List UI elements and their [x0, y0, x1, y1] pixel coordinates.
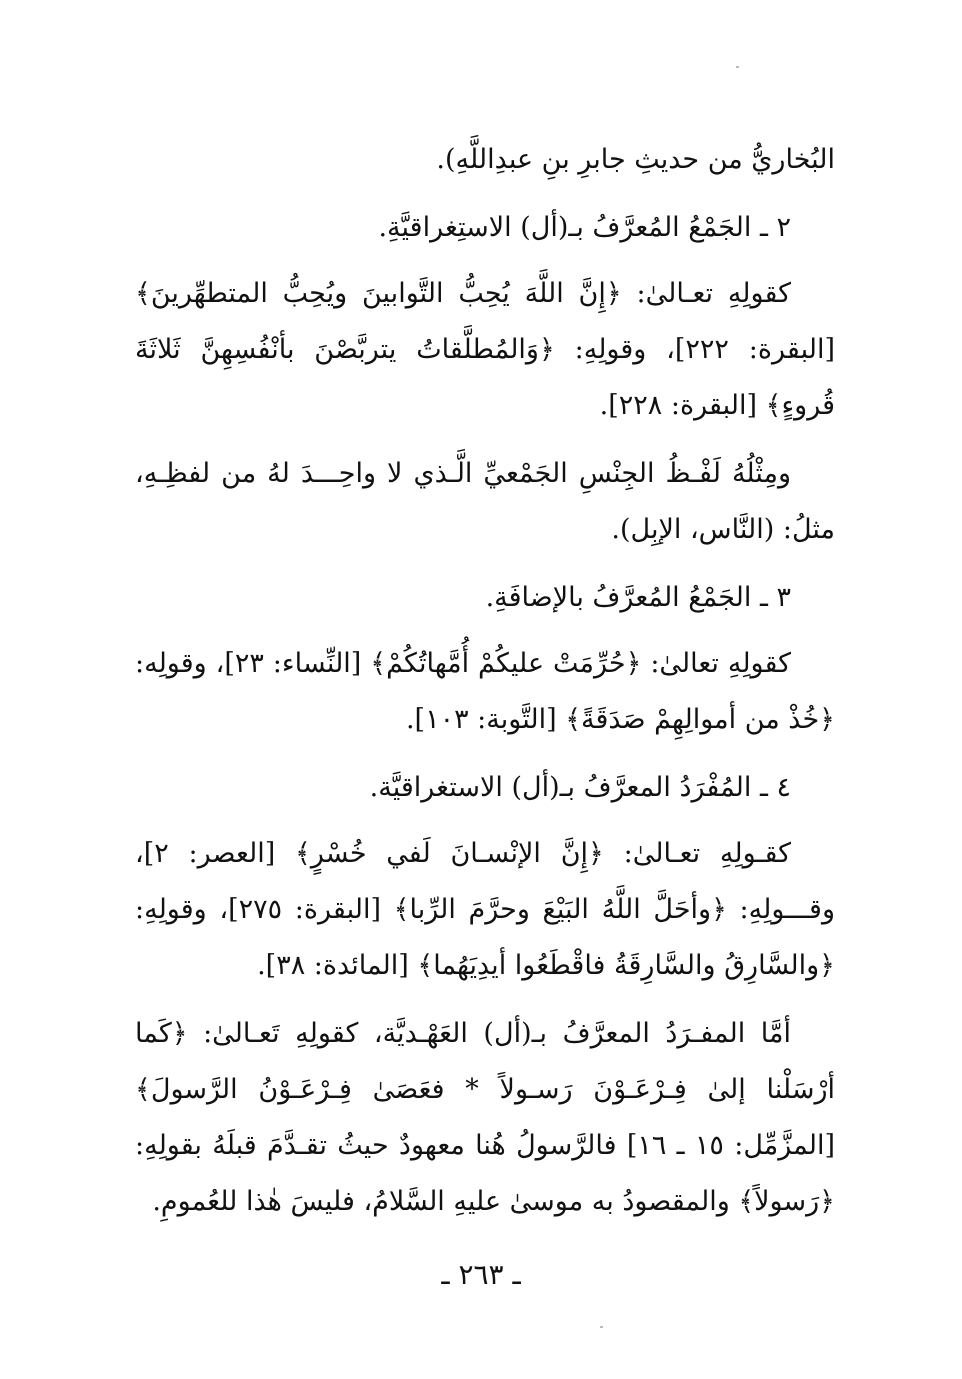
page-number: ـ ٢٦٣ ـ: [441, 1258, 521, 1291]
heading-item-2: ٢ ـ الجَمْعُ المُعرَّفُ بـ(أل) الاستِغراقيَّةِ.: [378, 212, 791, 243]
paragraph-collective-noun: ومِثْلُهُ لَفْـظُ الجِنْسِ الجَمْعيِّ الَّـذي لا واحِـــدَ لهُ من لفظِـهِ، مثلُ: (النَّاس، الإبِل).: [135, 458, 835, 545]
scan-speck: [600, 1326, 603, 1328]
scan-speck: [736, 66, 739, 68]
paragraph-hadith-source: البُخاريُّ من حديثِ جابرِ بنِ عبدِاللَّهِ).: [436, 144, 835, 175]
paragraph-definite-singular: أمَّا المفـرَدُ المعرَّفُ بـ(أل) العَهْـديَّة، كقولِهِ تَعـالىٰ: ﴿كَما أرْسَلْنا إلىٰ فِـرْعَـوْنَ رَسـولاً * فعَصَىٰ فِـرْعَـوْنُ الرَّسولَ﴾ [المزَّمِّل: ١٥ ـ ١٦] فالرَّسولُ هُنا معهودٌ حيثُ تقـدَّمَ قبلَهُ بقولِهِ: ﴿رَسولاً﴾ والمقصودُ به موسىٰ عليهِ السَّلامُ، فليسَ هٰذا للعُمومِ.: [135, 1018, 836, 1217]
paragraph-example-3: كقولِهِ تعالىٰ: ﴿حُرِّمَتْ عليكُمْ أُمَّهاتُكُمْ﴾ [النِّساء: ٢٣]، وقولِه: ﴿خُذْ من أموالِهِمْ صَدَقَةً﴾ [التَّوبة: ١٠٣].: [135, 648, 835, 735]
heading-item-4: ٤ ـ المُفْرَدُ المعرَّفُ بـ(أل) الاستغراقيَّة.: [369, 772, 791, 803]
paragraph-example-4: كقـولِهِ تعـالىٰ: ﴿إِنَّ الإنْسـانَ لَفي خُسْرٍ﴾ [العصر: ٢]، وقـــولِهِ: ﴿وأحَلَّ اللَّهُ البَيْعَ وحرَّمَ الرِّبا﴾ [البقرة: ٢٧٥]، وقولِهِ: ﴿والسَّارِقُ والسَّارِقَةُ فاقْطَعُوا أيدِيَهُما﴾ [المائدة: ٣٨].: [135, 838, 835, 981]
body-text: [135, 132, 835, 1242]
paragraph-example-2: كقولِهِ تعـالىٰ: ﴿إِنَّ اللَّهَ يُحِبُّ التَّوابينَ ويُحِبُّ المتطهِّرينَ﴾ [البقرة: ٢٢٢]، وقولِهِ: ﴿وَالمُطلَّقاتُ يتربَّصْنَ بأنْفُسِهِنَّ ثَلاثَةَ قُروءٍ﴾ [البقرة: ٢٢٨].: [135, 278, 835, 421]
heading-item-3: ٣ ـ الجَمْعُ المُعرَّفُ بالإضافَةِ.: [485, 582, 791, 613]
